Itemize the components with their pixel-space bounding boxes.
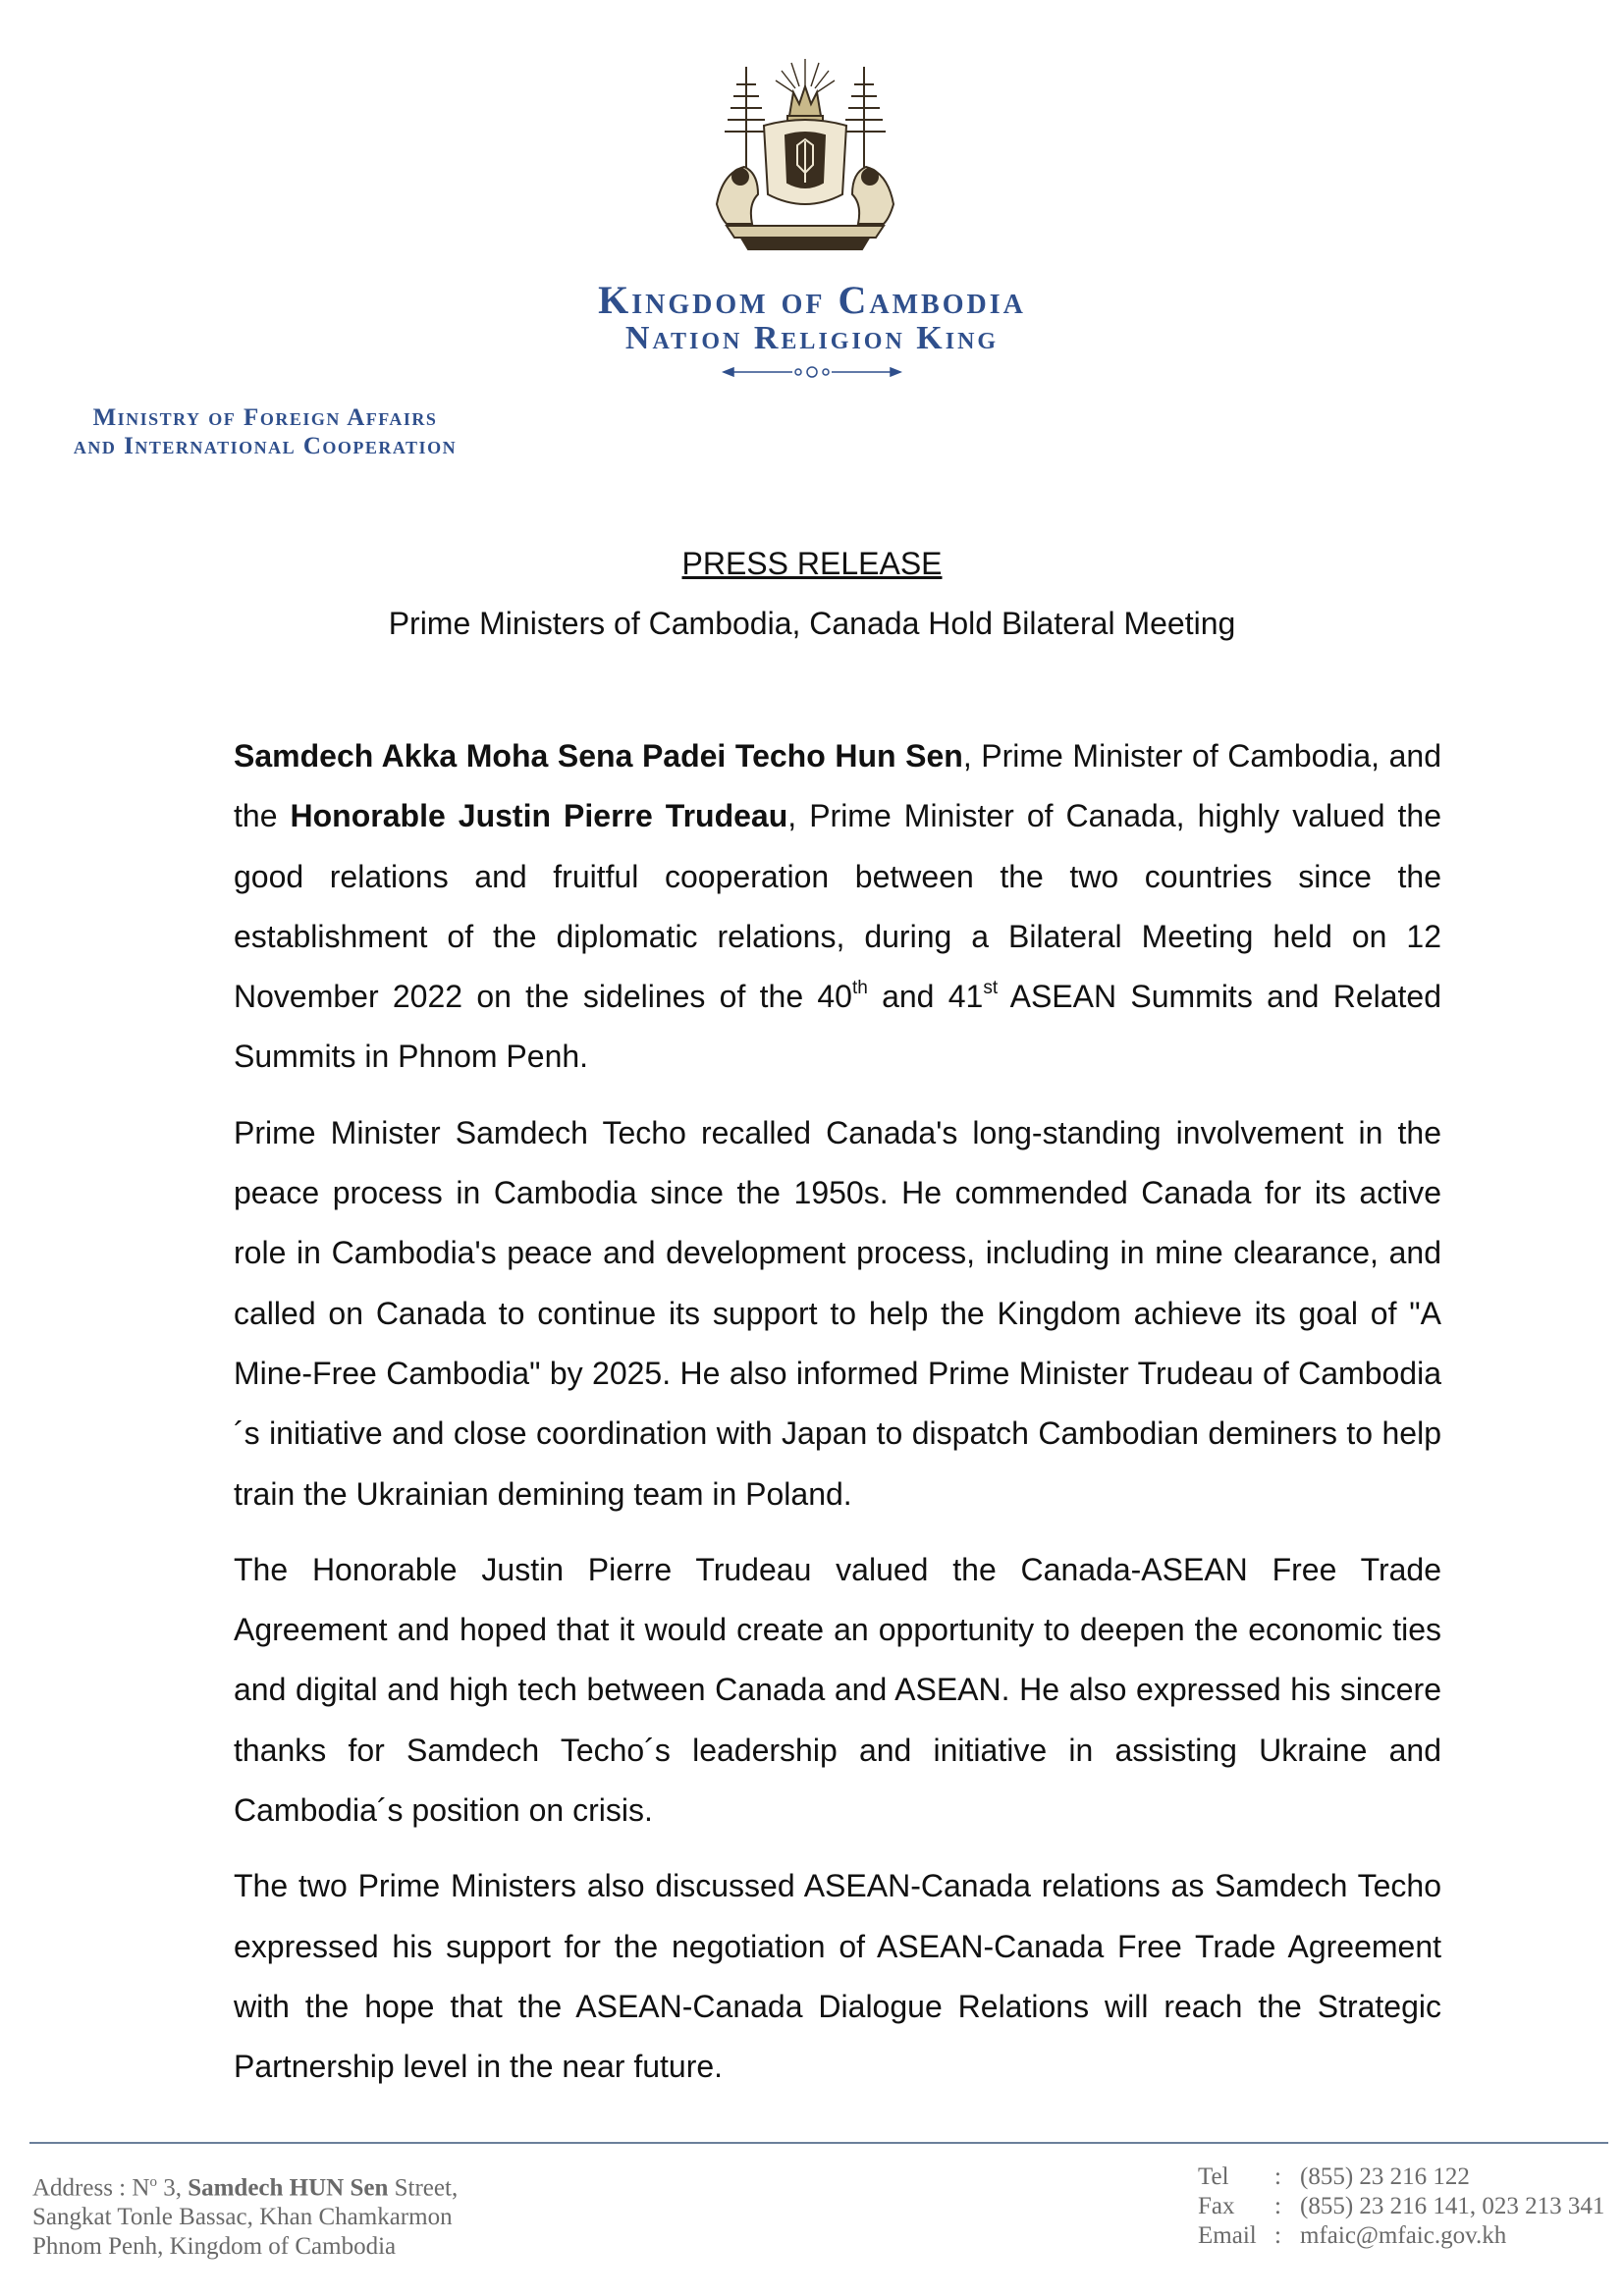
contact-row-tel (1198, 2163, 1610, 2192)
p1-text-1: , Prime Minister of Cambodia, and the (234, 738, 1442, 834)
footer-address (32, 2167, 582, 2262)
ordinal-suffix-st: st (983, 978, 999, 999)
contact-tel-value: (855) 23 216 122 (1300, 2163, 1470, 2190)
footer-divider (29, 2142, 1608, 2144)
address-street-name: Samdech HUN Sen (188, 2174, 389, 2202)
contact-label: Email (1198, 2222, 1257, 2249)
contact-colon: : (1274, 2163, 1281, 2190)
press-release-label: PRESS RELEASE (681, 546, 943, 581)
contact-label: Tel (1198, 2163, 1229, 2190)
ordinal-suffix-th: th (851, 978, 868, 999)
address-line-2: Sangkat Tonle Bassac, Khan Chamkarmon (32, 2204, 453, 2231)
kingdom-title: Kingdom of Cambodia (598, 278, 1026, 322)
address-prefix: Address : N (32, 2174, 150, 2202)
royal-arms-emblem-icon (687, 57, 923, 253)
hun-sen-name: Samdech Akka Moha Sena Padei Techo Hun Sen (234, 738, 963, 774)
address-street-suffix: Street, (388, 2174, 459, 2202)
divider-ornament-icon (714, 365, 910, 379)
address-number-sup: o (149, 2174, 157, 2190)
contact-colon: : (1274, 2193, 1281, 2219)
contact-fax-value: (855) 23 216 141, 023 213 341 (1300, 2193, 1605, 2219)
address-line-3: Phnom Penh, Kingdom of Cambodia (32, 2233, 397, 2261)
press-release-body (234, 726, 1441, 2113)
address-number: 3, (156, 2174, 189, 2202)
headline: Prime Ministers of Cambodia, Canada Hold Bilateral Meeting (388, 606, 1236, 641)
motto-title: Nation Religion King (624, 320, 1000, 356)
paragraph-1 (234, 726, 1441, 1088)
contact-email-value[interactable]: mfaic@mfaic.gov.kh (1300, 2222, 1507, 2249)
p1-text-3: and 41 (867, 979, 984, 1015)
footer-contact (1198, 2163, 1610, 2251)
contact-row-fax (1198, 2192, 1610, 2221)
ministry-name-line1: Ministry of Foreign Affairs (92, 404, 438, 431)
paragraph-4: The two Prime Ministers also discussed ASEAN-Canada relations as Samdech Techo expressed his support for the negotiation of ASEAN-Canada Free Trade Agreement with the hope that the ASEAN-Canada Dialogue Relations will reach the Strategic Partnership level in the near future. (234, 1868, 1441, 2085)
address-line-1 (32, 2167, 582, 2203)
ministry-name-line2: and International Cooperation (73, 433, 458, 459)
p1-text-4: ASEAN Summits and Related Summits in Phnom Penh. (234, 979, 1442, 1075)
contact-colon: : (1274, 2222, 1281, 2249)
contact-label: Fax (1198, 2193, 1235, 2219)
paragraph-3: The Honorable Justin Pierre Trudeau valued the Canada-ASEAN Free Trade Agreement and hoped that it would create an opportunity to deepen the economic ties and digital and high tech between Canada and ASEAN. He also expressed his sincere thanks for Samdech Techo´s leadership and initiative in assisting Ukraine and Cambodia´s position on crisis. (234, 1551, 1441, 1829)
contact-row-email (1198, 2221, 1610, 2251)
paragraph-2: Prime Minister Samdech Techo recalled Canada's long-standing involvement in the peace process in Cambodia since the 1950s. He commended Canada for its active role in Cambodia's peace and development process, including in mine clearance, and called on Canada to continue its support to help the Kingdom achieve its goal of "A Mine-Free Cambodia" by 2025. He also informed Prime Minister Trudeau of Cambodia´s initiative and close coordination with Japan to dispatch Cambodian deminers to help train the Ukrainian demining team in Poland. (234, 1114, 1441, 1512)
p1-text-2: , Prime Minister of Canada, highly valued the good relations and fruitful cooperation between the two countries since the establishment of the diplomatic relations, during a Bilateral Meeting held on 12 November 2022 on the sidelines of the 40 (234, 798, 1442, 1015)
trudeau-name: Honorable Justin Pierre Trudeau (290, 798, 788, 834)
